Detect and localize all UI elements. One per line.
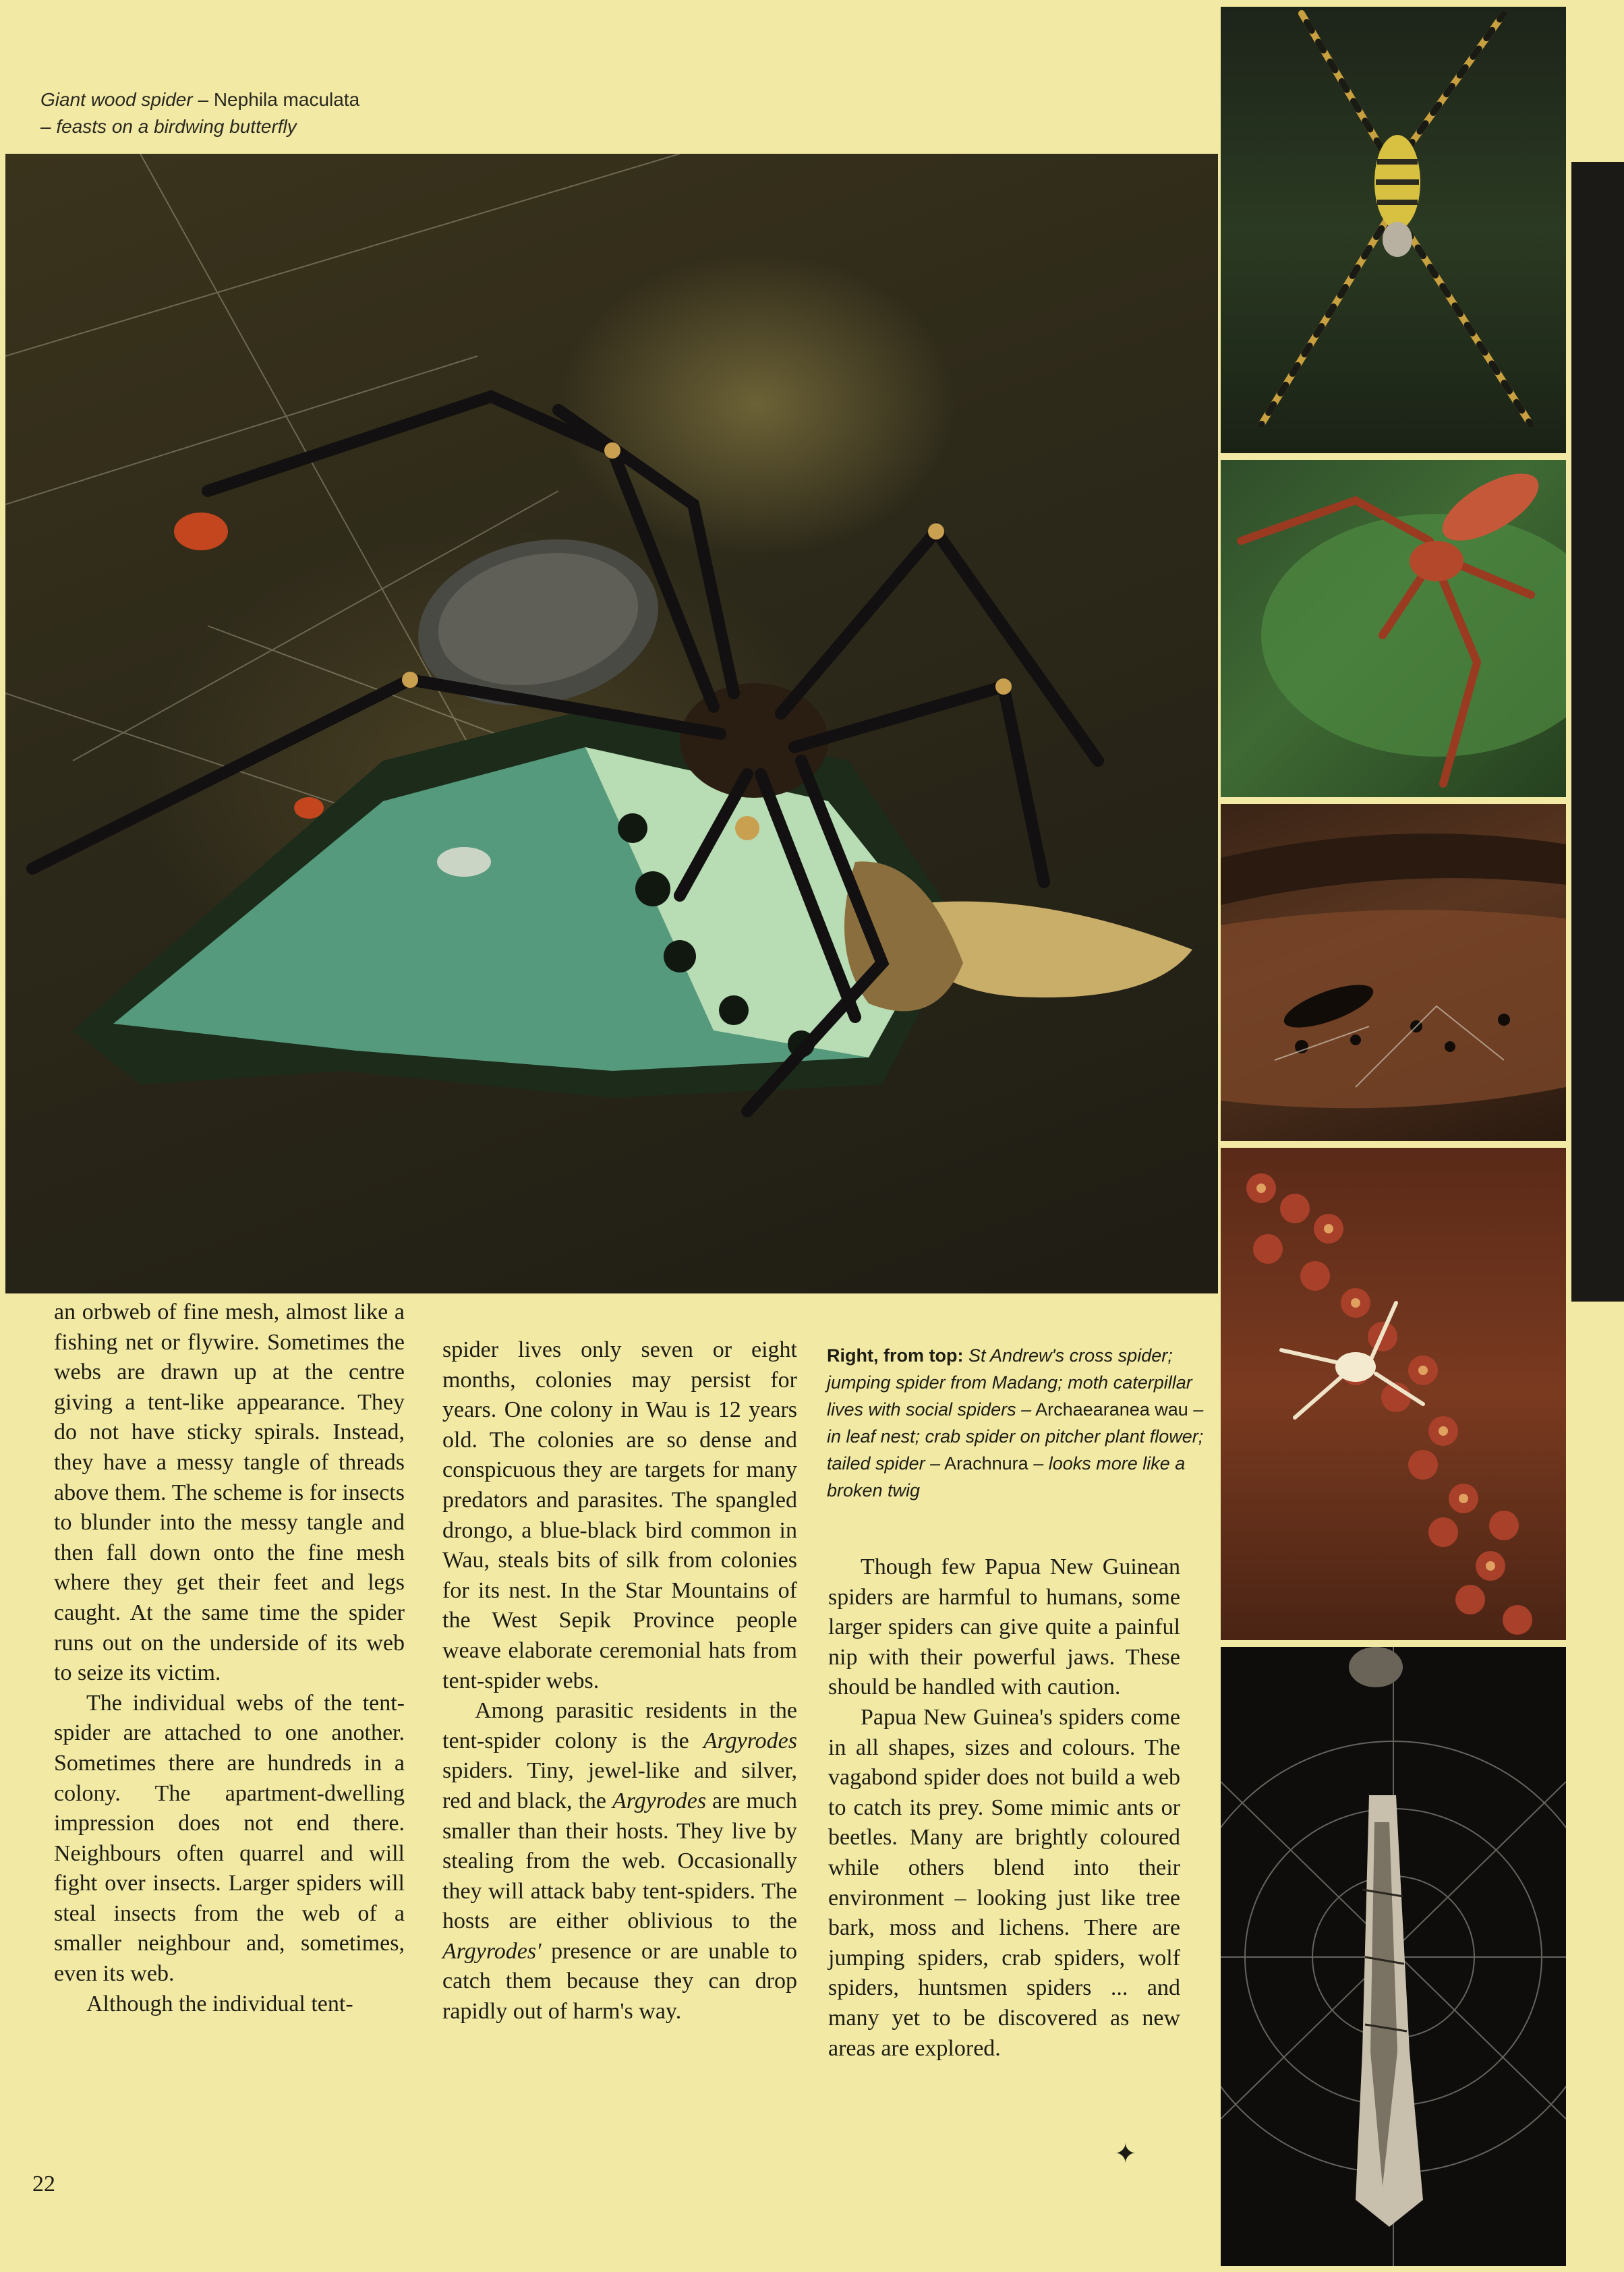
spider-butterfly-illustration xyxy=(5,154,1218,1293)
caption-part-3: – looks more like a broken twig xyxy=(827,1453,1186,1501)
col1-paragraph-2: The individual webs of the tent-spider are attached to one another. Sometimes there are hundreds in a colony. The apartment-dwelling impression does not end there. Neighbours often quarrel and will fight over insects. Larger spiders will steal insects from the web of a smaller neighbour and, sometimes, even its web. xyxy=(54,1690,405,1987)
text-column-2 xyxy=(442,1335,797,2027)
col1-paragraph-1: an orbweb of fine mesh, almost like a fishing net or flywire. Sometimes the webs are drawn up at the centre giving a tent-like appearance. They do not have sticky spirals. Instead, they have a messy tangle of threads above them. The scheme is for insects to blunder into the messy tangle and then fall down onto the fine mesh where they get their feet and legs caught. At the same time the spider runs out on the underside of its web to seize its victim. xyxy=(54,1300,405,1686)
right-photos-caption xyxy=(827,1342,1205,1504)
caption-dash: – xyxy=(192,89,214,110)
photo-tailed-spider xyxy=(1221,1647,1566,2266)
photo-jumping-spider xyxy=(1221,460,1566,797)
col1-paragraph-3: Although the individual tent- xyxy=(86,1991,353,2016)
photo-moth-caterpillar-social-spiders xyxy=(1221,804,1566,1141)
leaf-nest-illustration xyxy=(1221,804,1566,1141)
crab-spider-flower-illustration xyxy=(1221,1148,1566,1640)
col2-p2-text-g: presence or are unable to catch them because they can drop rapidly out of harm's way. xyxy=(442,1938,797,2025)
caption-part-2: – in leaf nest; crab spider on pitcher plant flower; tailed spider – xyxy=(827,1399,1204,1474)
top-photo-caption xyxy=(40,86,567,140)
col2-p2-text-c: spiders. Tiny, jewel-like and silver, red and black, the xyxy=(442,1758,797,1813)
caption-part-1: St Andrew's cross spider; jumping spider from Madang; moth caterpillar lives with social spiders – xyxy=(827,1345,1192,1420)
caption-species-1: Archaearanea wau xyxy=(1031,1399,1194,1420)
st-andrews-cross-spider-illustration xyxy=(1221,7,1566,453)
caption-description: – feasts on a birdwing butterfly xyxy=(40,116,297,137)
jumping-spider-illustration xyxy=(1221,460,1566,797)
photo-crab-spider-pitcher-plant xyxy=(1221,1148,1566,1640)
col2-p2-genus-a: Argyrodes xyxy=(703,1728,797,1753)
text-column-3 xyxy=(828,1552,1180,2064)
caption-species-name: Nephila maculata xyxy=(213,89,360,110)
caption-line-2 xyxy=(40,113,567,140)
col3-paragraph-1: Though few Papua New Guinean spiders are harmful to humans, some larger spiders can give quite a painful nip with their powerful jaws. These should be handled with caution. xyxy=(828,1554,1180,1700)
col2-p2-genus-f: Argyrodes' xyxy=(442,1938,542,1964)
page-number: 22 xyxy=(32,2172,55,2196)
tailed-spider-illustration xyxy=(1221,1647,1566,2266)
caption-lead: Right, from top: xyxy=(827,1345,964,1366)
bird-of-paradise-icon: ✦ xyxy=(1114,2138,1137,2169)
caption-line-1 xyxy=(40,86,567,113)
caption-common-name: Giant wood spider xyxy=(40,89,193,110)
col2-paragraph-2 xyxy=(442,1696,797,2027)
text-column-1 xyxy=(54,1298,405,2019)
page-edge-dark-strip xyxy=(1571,162,1624,1302)
main-photo-spider-butterfly xyxy=(5,154,1218,1293)
col2-p2-text-e: are much smaller than their hosts. They live by stealing from the web. Occasionally they will attack baby tent-spiders. The hosts are either oblivious to the xyxy=(442,1788,798,1934)
caption-species-2: Arachnura xyxy=(940,1453,1034,1474)
col3-paragraph-2: Papua New Guinea's spiders come in all shapes, sizes and colours. The vagabond spider does not build a web to catch its prey. Some mimic ants or beetles. Many are brightly coloured while others blend into their environment – looking just like tree bark, moss and lichens. There are jumping spiders, crab spiders, wolf spiders, huntsmen spiders ... and many yet to be discovered as new areas are explored. xyxy=(828,1704,1180,2061)
col2-p2-genus-d: Argyrodes xyxy=(612,1788,707,1813)
col2-p2-text-a: Among parasitic residents in the tent-spider colony is the xyxy=(442,1698,797,1753)
col2-paragraph-1: spider lives only seven or eight months, colonies may persist for years. One colony in Wau is 12 years old. The colonies are so dense and conspicuous they are targets for many predators and parasites. The spangled drongo, a blue-black bird common in Wau, steals bits of silk from colonies for its nest. In the Star Mountains of the West Sepik Province people weave elaborate ceremonial hats from tent-spider webs. xyxy=(442,1337,797,1693)
photo-st-andrews-cross-spider xyxy=(1221,7,1566,453)
